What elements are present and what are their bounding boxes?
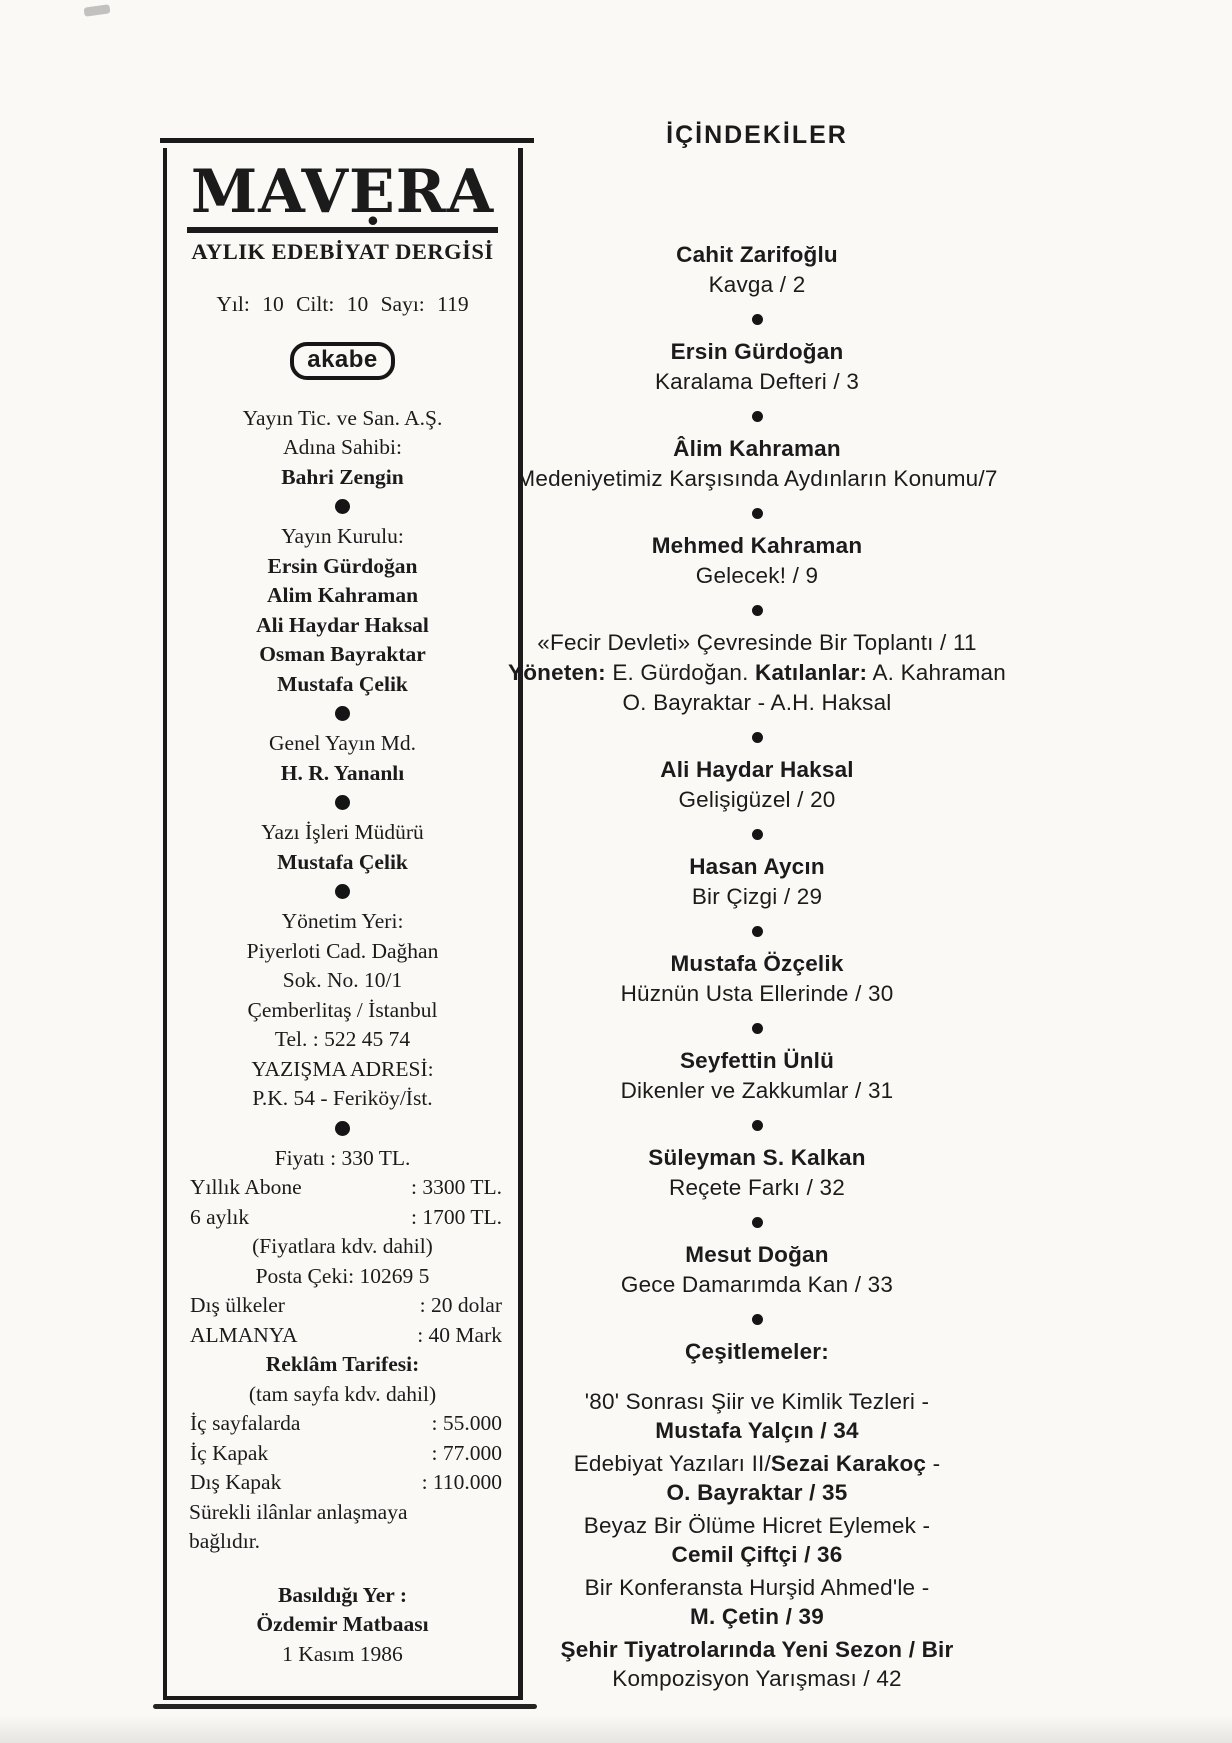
text-segment: Ali Haydar Haksal (660, 757, 854, 782)
price-row (167, 1439, 518, 1469)
contents-entry-line (477, 531, 1037, 561)
entry-divider-dot (752, 1217, 763, 1228)
entry-divider-dot (752, 605, 763, 616)
contents-entry (477, 531, 1037, 591)
text-segment: Cahit Zarifoğlu (676, 242, 838, 267)
price-row (167, 1203, 518, 1233)
entry-divider-dot (752, 926, 763, 937)
contents-entry-line (477, 785, 1037, 815)
text-segment: Hüznün Usta Ellerinde / 30 (620, 981, 894, 1006)
entry-divider-dot (752, 508, 763, 519)
price-row-label: Yıllık Abone (190, 1175, 302, 1199)
masthead-line: Çemberlitaş / İstanbul (247, 997, 438, 1022)
text-segment: Edebiyat Yazıları II/ (573, 1451, 771, 1476)
contents-entry-line (477, 1478, 1037, 1507)
text-segment: Yöneten: (508, 660, 606, 685)
text-segment: Medeniyetimiz Karşısında Aydınların Konumu/7 (516, 466, 998, 491)
text-segment: Beyaz Bir Ölüme Hicret Eylemek - (583, 1513, 931, 1538)
contents-entry-line (477, 1664, 1037, 1693)
contents-entry-line (477, 949, 1037, 979)
logo-wrap (167, 148, 518, 233)
masthead-block (167, 818, 518, 877)
price-row (167, 1321, 518, 1351)
price-row-label: 6 aylık (190, 1204, 250, 1229)
masthead-line: Ali Haydar Haksal (256, 612, 429, 637)
entry-divider-dot (752, 411, 763, 422)
price-row-value: : 1700 TL. (411, 1204, 502, 1229)
contents-entry-line (477, 688, 1037, 718)
contents-subheader: Çeşitlemeler: (685, 1339, 829, 1364)
masthead-block (167, 907, 518, 1114)
masthead-line: Yönetim Yeri: (281, 909, 404, 933)
masthead-line: bağlıdır. (189, 1529, 261, 1553)
price-row-value: : 3300 TL. (411, 1175, 502, 1199)
contents-entry (477, 337, 1037, 397)
contents-column (477, 120, 1037, 1697)
contents-entry (477, 1143, 1037, 1203)
text-segment: Mustafa Yalçın / 34 (655, 1418, 859, 1443)
masthead-price-table (167, 1409, 518, 1498)
issue-info: Yıl: 10 Cilt: 10 Sayı: 119 (216, 292, 469, 316)
magazine-subtitle: AYLIK EDEBİYAT DERGİSİ (191, 239, 494, 264)
text-segment: Sezai Karakoç (770, 1451, 927, 1476)
price-row (167, 1173, 518, 1203)
text-segment: Kompozisyon Yarışması / 42 (612, 1666, 902, 1691)
masthead-line: Tel. : 522 45 74 (274, 1027, 411, 1051)
masthead-line: 1 Kasım 1986 (282, 1641, 403, 1666)
entry-divider-dot (752, 732, 763, 743)
contents-entry-line (477, 367, 1037, 397)
price-row (167, 1409, 518, 1439)
masthead-line: Mustafa Çelik (277, 849, 408, 874)
text-segment: M. Çetin / 39 (690, 1604, 824, 1629)
contents-entry-line (477, 852, 1037, 882)
badge-wrap (167, 320, 518, 380)
masthead-price-table (167, 1291, 518, 1350)
contents-entry (477, 852, 1037, 912)
contents-entry-line (477, 1602, 1037, 1631)
masthead-line: Adına Sahibi: (283, 435, 402, 459)
price-row-label: Dış ülkeler (190, 1293, 285, 1317)
section-divider-dot (335, 499, 350, 514)
text-segment: A. Kahraman (867, 660, 1006, 685)
contents-entry (477, 1573, 1037, 1631)
text-segment: Reçete Farkı / 32 (669, 1175, 845, 1200)
magazine-logo: MAVẸRA (187, 162, 498, 233)
masthead-block (167, 729, 518, 788)
masthead-line: (tam sayfa kdv. dahil) (248, 1381, 437, 1406)
contents-entry-line (477, 1540, 1037, 1569)
contents-entry-line (477, 628, 1037, 658)
contents-entry-line (477, 1511, 1037, 1540)
text-segment: Dikenler ve Zakkumlar / 31 (620, 1078, 894, 1103)
masthead-block (167, 1350, 518, 1409)
contents-entry-line (477, 561, 1037, 591)
masthead-line: YAZIŞMA ADRESİ: (251, 1056, 434, 1081)
masthead-block (167, 1144, 518, 1174)
contents-entry-line (477, 1387, 1037, 1416)
contents-entry-line (477, 434, 1037, 464)
text-segment: Süleyman S. Kalkan (648, 1145, 866, 1170)
contents-entry (477, 628, 1037, 718)
contents-entry (477, 755, 1037, 815)
masthead-block (167, 522, 518, 699)
contents-entry (477, 1387, 1037, 1445)
contents-list (477, 240, 1037, 1693)
text-segment: Gelecek! / 9 (695, 563, 819, 588)
contents-entry-line (477, 1046, 1037, 1076)
masthead-block (167, 1498, 518, 1557)
contents-entry-line (477, 1416, 1037, 1445)
masthead-line: Ersin Gürdoğan (267, 553, 418, 578)
price-row-label: İç Kapak (190, 1440, 269, 1465)
contents-entry-line (477, 1270, 1037, 1300)
text-segment: - (926, 1451, 941, 1476)
price-row-value: : 20 dolar (419, 1293, 502, 1317)
text-segment: Bir Çizgi / 29 (691, 884, 823, 909)
contents-entry-line (477, 882, 1037, 912)
text-segment: Gece Damarımda Kan / 33 (620, 1272, 894, 1297)
masthead-line: Fiyatı : 330 TL. (274, 1145, 411, 1170)
contents-entry-line (477, 1076, 1037, 1106)
text-segment: Katılanlar: (755, 660, 868, 685)
contents-entry-line (477, 240, 1037, 270)
price-row (167, 1291, 518, 1321)
section-divider-dot (335, 706, 350, 721)
contents-entry-line (477, 1240, 1037, 1270)
section-divider-dot (335, 884, 350, 899)
contents-entry (477, 1449, 1037, 1507)
text-segment: Karalama Defteri / 3 (654, 369, 860, 394)
text-segment: Ersin Gürdoğan (670, 339, 844, 364)
contents-entry (477, 949, 1037, 1009)
contents-entry (477, 1046, 1037, 1106)
text-segment: E. Gürdoğan. (605, 660, 756, 685)
masthead-line: Reklâm Tarifesi: (265, 1352, 420, 1376)
masthead-box-bottom-rule (153, 1704, 537, 1709)
akabe-publisher-badge: akabe (290, 342, 395, 380)
entry-divider-dot (752, 829, 763, 840)
contents-entry (477, 1240, 1037, 1300)
text-segment: Mehmed Kahraman (651, 533, 863, 558)
masthead-line: Mustafa Çelik (277, 671, 408, 696)
masthead-line: Sok. No. 10/1 (282, 968, 403, 992)
contents-entry-line (477, 1449, 1037, 1478)
contents-entry-line (477, 1573, 1037, 1602)
text-segment: Hasan Aycın (689, 854, 825, 879)
text-segment: O. Bayraktar - A.H. Haksal (622, 690, 892, 715)
masthead-line: (Fiyatlara kdv. dahil) (252, 1234, 433, 1258)
price-row-value: : 40 Mark (417, 1322, 502, 1347)
masthead-block (167, 404, 518, 493)
entry-divider-dot (752, 1023, 763, 1034)
text-segment: O. Bayraktar / 35 (666, 1480, 848, 1505)
contents-entry-line (477, 979, 1037, 1009)
masthead-details (167, 404, 518, 1670)
contents-entry-line (477, 1143, 1037, 1173)
scan-noise-band (0, 1715, 1232, 1743)
contents-entry (477, 1511, 1037, 1569)
price-row-value: : 77.000 (431, 1440, 502, 1465)
contents-entry-line (477, 755, 1037, 785)
contents-entry (477, 1635, 1037, 1693)
price-row-label: Dış Kapak (190, 1470, 282, 1494)
entry-divider-dot (752, 1120, 763, 1131)
contents-entry-line (477, 1635, 1037, 1664)
masthead-line: Yayın Tic. ve San. A.Ş. (242, 405, 443, 430)
section-divider-dot (335, 795, 350, 810)
masthead-line: Basıldığı Yer : (277, 1582, 407, 1607)
masthead-line: Piyerloti Cad. Dağhan (246, 938, 439, 963)
masthead-line: Bahri Zengin (281, 464, 404, 489)
price-row (167, 1468, 518, 1498)
entry-divider-dot (752, 1314, 763, 1325)
text-segment: Âlim Kahraman (673, 436, 841, 461)
section-divider-dot (335, 1121, 350, 1136)
masthead-block (167, 1581, 518, 1670)
text-segment: Şehir Tiyatrolarında Yeni Sezon / Bir (560, 1637, 954, 1662)
price-row-value: : 55.000 (431, 1411, 502, 1435)
text-segment: Mustafa Özçelik (670, 951, 844, 976)
contents-header: İÇİNDEKİLER (666, 121, 848, 149)
masthead-line: Sürekli ilânlar anlaşmaya (189, 1499, 408, 1524)
scan-speck (84, 4, 111, 17)
masthead-line: P.K. 54 - Feriköy/İst. (252, 1086, 433, 1110)
text-segment: Kavga / 2 (708, 272, 806, 297)
text-segment: '80' Sonrası Şiir ve Kimlik Tezleri - (584, 1389, 930, 1414)
masthead-line: Posta Çeki: 10269 5 (255, 1263, 430, 1288)
contents-entry-line (477, 658, 1037, 688)
masthead-line: Osman Bayraktar (259, 642, 426, 666)
contents-entry (477, 434, 1037, 494)
text-segment: «Fecir Devleti» Çevresinde Bir Toplantı / 11 (537, 630, 977, 655)
masthead-line: Genel Yayın Md. (269, 731, 416, 755)
masthead-price-table (167, 1173, 518, 1232)
masthead-line: Yayın Kurulu: (281, 524, 404, 548)
entry-divider-dot (752, 314, 763, 325)
masthead-line: Özdemir Matbaası (256, 1612, 429, 1636)
masthead-line: H. R. Yananlı (280, 760, 405, 785)
masthead-line: Yazı İşleri Müdürü (261, 820, 424, 844)
contents-entry-line (477, 270, 1037, 300)
text-segment: Mesut Doğan (685, 1242, 829, 1267)
price-row-label: İç sayfalarda (190, 1411, 301, 1435)
masthead-block (167, 1232, 518, 1291)
masthead-box (163, 148, 523, 1700)
price-row-value: : 110.000 (421, 1470, 502, 1494)
text-segment: Cemil Çiftçi / 36 (671, 1542, 843, 1567)
text-segment: Gelişigüzel / 20 (678, 787, 836, 812)
contents-entry (477, 240, 1037, 300)
text-segment: Seyfettin Ünlü (679, 1048, 835, 1073)
contents-entry-line (477, 464, 1037, 494)
masthead-line: Alim Kahraman (266, 583, 419, 607)
price-row-label: ALMANYA (190, 1322, 298, 1347)
contents-entry-line (477, 1173, 1037, 1203)
contents-entry-line (477, 337, 1037, 367)
text-segment: Bir Konferansta Hurşid Ahmed'le - (584, 1575, 930, 1600)
